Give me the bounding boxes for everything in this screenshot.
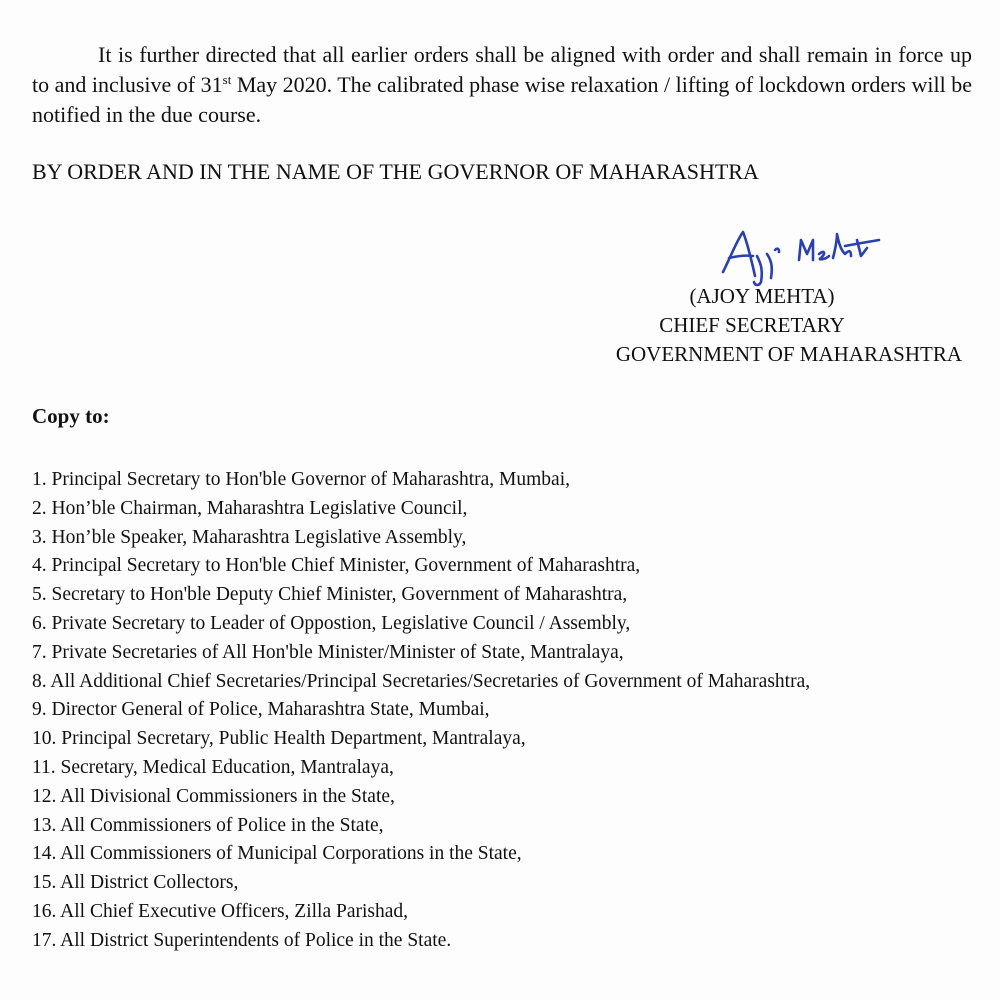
direction-paragraph [32, 40, 972, 130]
list-item: 14. All Commissioners of Municipal Corporations in the State, [32, 843, 522, 865]
copy-to-heading: Copy to: [32, 404, 110, 428]
signatory-block [542, 282, 962, 369]
list-item: 7. Private Secretaries of All Hon'ble Minister/Minister of State, Mantralaya, [32, 641, 624, 663]
list-item: 3. Hon’ble Speaker, Maharashtra Legislative Assembly, [32, 526, 467, 548]
list-item: 6. Private Secretary to Leader of Oppostion, Legislative Council / Assembly, [32, 612, 631, 634]
signatory-name: (AJOY MEHTA) [689, 284, 835, 308]
list-item: 1. Principal Secretary to Hon'ble Governor of Maharashtra, Mumbai, [32, 469, 570, 490]
copy-recipient-list [32, 466, 810, 956]
list-item: 15. All District Collectors, [32, 872, 239, 894]
list-item: 12. All Divisional Commissioners in the State, [32, 785, 395, 807]
handwritten-signature [717, 226, 887, 288]
paragraph-text-start: It is further directed that all earlier orders shall be aligned with order and shall remain in force up to and inclusive of 31 [32, 42, 972, 97]
list-item: 8. All Additional Chief Secretaries/Principal Secretaries/Secretaries of Government of Maharashtra, [32, 670, 811, 692]
paragraph-text-end: May 2020. The calibrated phase wise relaxation / lifting of lockdown orders will be notified in the due course. [32, 72, 972, 127]
list-item: 5. Secretary to Hon'ble Deputy Chief Minister, Government of Maharashtra, [32, 584, 628, 606]
list-item: 13. All Commissioners of Police in the State, [32, 814, 384, 836]
signatory-organization: GOVERNMENT OF MAHARASHTRA [615, 342, 962, 366]
signatory-designation: CHIEF SECRETARY [659, 313, 845, 337]
list-item: 9. Director General of Police, Maharashtra State, Mumbai, [32, 699, 490, 721]
date-ordinal-suffix: st [222, 72, 232, 87]
list-item: 11. Secretary, Medical Education, Mantralaya, [32, 756, 394, 778]
list-item: 17. All District Superintendents of Police in the State. [32, 929, 452, 951]
list-item: 16. All Chief Executive Officers, Zilla Parishad, [32, 900, 409, 922]
list-item: 2. Hon’ble Chairman, Maharashtra Legislative Council, [32, 497, 468, 519]
order-authority-line: BY ORDER AND IN THE NAME OF THE GOVERNOR OF MAHARASHTRA [32, 159, 759, 184]
list-item: 4. Principal Secretary to Hon'ble Chief Minister, Government of Maharashtra, [32, 555, 641, 577]
list-item: 10. Principal Secretary, Public Health Department, Mantralaya, [32, 728, 526, 750]
